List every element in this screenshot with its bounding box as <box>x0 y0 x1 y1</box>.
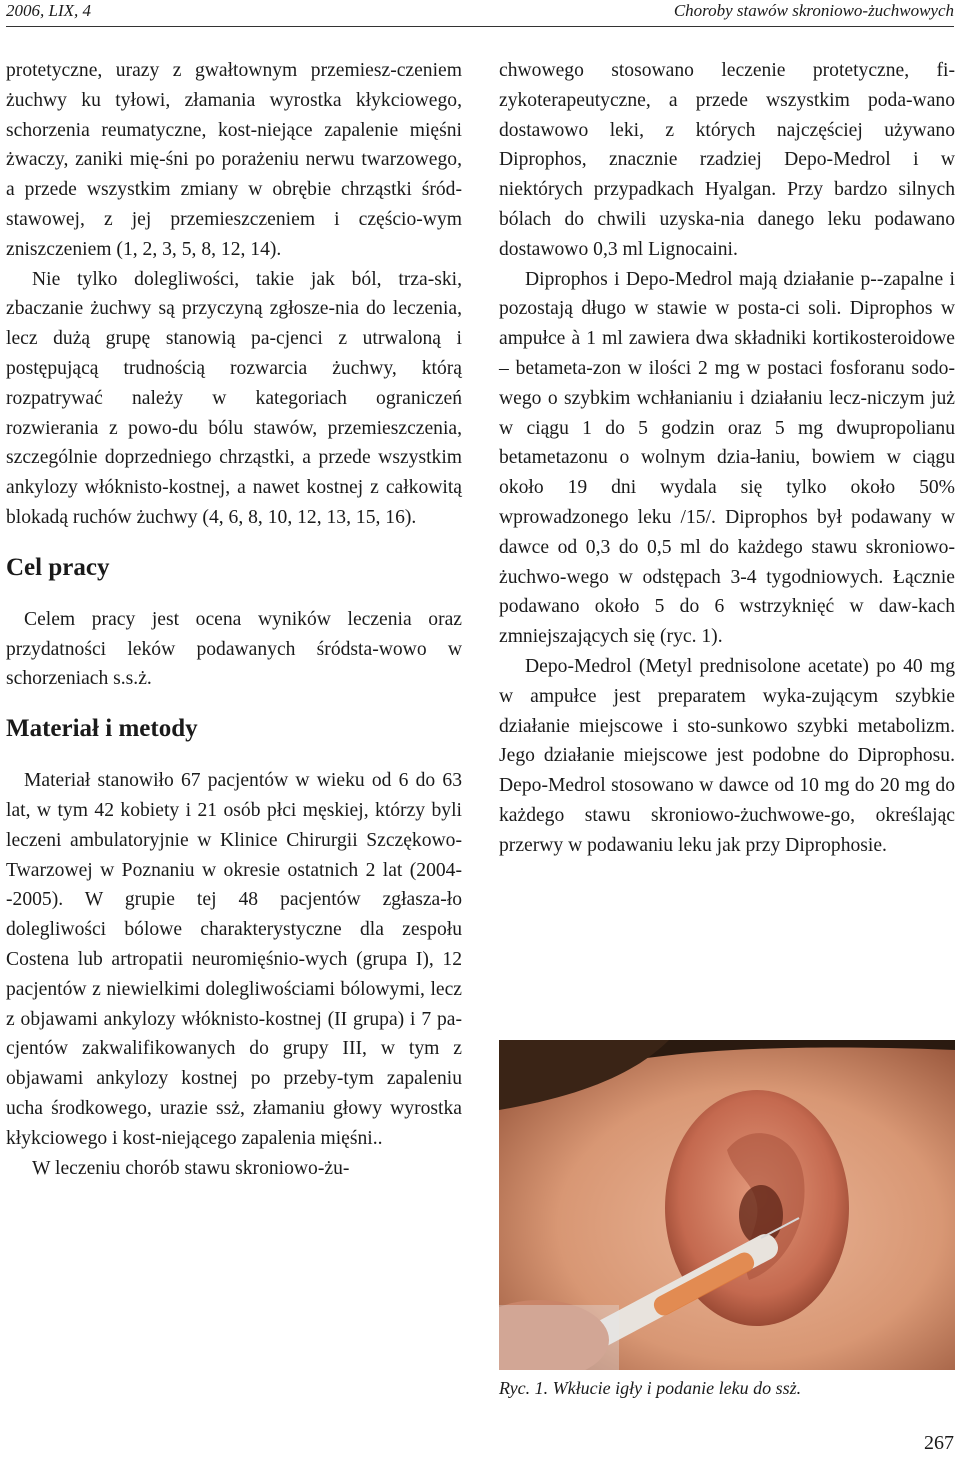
paragraph: Celem pracy jest ocena wyników leczenia oraz przydatności leków podawanych śródsta-wowo w schorzeniach s.s.ż. <box>6 608 462 690</box>
left-column <box>6 56 462 1183</box>
paragraph: chwowego stosowano leczenie protetyczne, fi-zykoterapeutyczne, a przede wszystkim poda-wano dostawowo leki, z których najczęściej używano Diprophos, znacznie rzadziej Depo-Medrol i w niektórych przypadkach Hyalgan. Przy bardzo silnych bólach do chwili uzyska-nia danego leku podawano dostawowo 0,3 ml Lignocaini. <box>499 60 955 260</box>
running-header <box>6 0 954 27</box>
paragraph: protetyczne, urazy z gwałtownym przemiesz-czeniem żuchwy ku tyłowi, złamania wyrostka kłykciowego, schorzenia reumatyczne, kost-niejące zapalenie mięśni żwaczy, zaniki mię-śni po porażeniu nerwu twarzowego, a przede wszystkim zmiany w obrębie chrząstki śród-stawowej, z jej przemieszczeniem i częścio-wym zniszczeniem (1, 2, 3, 5, 8, 12, 14). <box>6 60 462 260</box>
paragraph: Materiał stanowiło 67 pacjentów w wieku od 6 do 63 lat, w tym 42 kobiety i 21 osób płci męskiej, którzy byli leczeni ambulatoryjnie w Klinice Chirurgii Szczękowo-Twarzowej w Poznaniu w okresie ostatnich 2 lat (2004--2005). W grupie tej 48 pacjentów zgłasza-ło dolegliwości bólowe charakterystyczne dla zespołu Costena lub artropatii neuromięśnio-wych (grupa I), 12 pacjentów z niewielkimi dolegliwościami bólowymi, lecz z objawami ankylozy włóknisto-kostnej (II grupa) i 7 pa-cjentów zakwalifikowanych do grupy III, w tym z objawami ankylozy kostnej po przeby-tym zapaleniu ucha środkowego, urazie ssż, złamaniu głowy wyrostka kłykciowego i kost-niejącego zapalenia mięśni.. <box>6 770 462 1149</box>
paragraph: Diprophos i Depo-Medrol mają działanie p--zapalne i pozostają długo w stawie w posta-ci soli. Diprophos w ampułce à 1 ml zawiera dwa składniki kortikosteroidowe – betameta-zon w ilości 2 mg w postaci fosforanu sodo-wego o szybkim wchłanianiu i działaniu lecz-niczym już w ciągu 1 do 5 godzin oraz 5 mg dwupropolianu betametazonu o wolnym dzia-łaniu, bowiem w ciągu około 19 dni wydala się tylko około 50% wprowadzonego leku /15/. Diprophos był podawany w dawce od 0,3 do 0,5 ml do każdego stawu skroniowo-żuchwo-wego w odstępach 3-4 tygodniowych. Łącznie podawano około 5 do 6 wstrzyknięć w daw-kach zmniejszających się (ryc. 1). <box>499 268 955 648</box>
injection-photo <box>499 1040 955 1370</box>
paragraph: Nie tylko dolegliwości, takie jak ból, trza-ski, zbaczanie żuchwy są przyczyną zgłosze-nia do leczenia, lecz dużą grupę stanowią pa-cjenci z utrwaloną i postępującą trudnością rozwarcia żuchwy, którą rozpatrywać należy w kategoriach ograniczeń rozwierania z powo-du bólu stawów, przemieszczenia, szczególnie doprzedniego chrząstki, a przede wszystkim ankylozy włóknisto-kostnej, a nawet kostnej z całkowitą blokadą ruchów żuchwy (4, 6, 8, 10, 12, 13, 15, 16). <box>6 268 462 528</box>
section-heading-material-i-metody: Materiał i metody <box>6 715 198 743</box>
journal-issue: 2006, LIX, 4 <box>6 1 91 20</box>
figure-caption: Ryc. 1. Wkłucie igły i podanie leku do ssż. <box>499 1378 802 1398</box>
page-number: 267 <box>924 1432 954 1454</box>
paragraph: W leczeniu chorób stawu skroniowo-żu- <box>32 1157 350 1179</box>
paragraph: Depo-Medrol (Metyl prednisolone acetate) po 40 mg w ampułce jest preparatem wyka-zującym szybkie działanie miejscowe i sto-sunkowo szybki metabolizm. Jego działanie miejscowe jest podobne do Diprophosu. Depo-Medrol stosowano w dawce od 10 mg do 20 mg do każdego stawu skroniowo-żuchwowe-go, określając przerwy w podawaniu leku jak przy Diprophosie. <box>499 655 955 856</box>
figure-photo <box>499 1040 955 1370</box>
running-title: Choroby stawów skroniowo-żuchwowych <box>673 1 954 20</box>
right-column <box>499 56 955 861</box>
section-heading-cel-pracy: Cel pracy <box>6 553 110 581</box>
